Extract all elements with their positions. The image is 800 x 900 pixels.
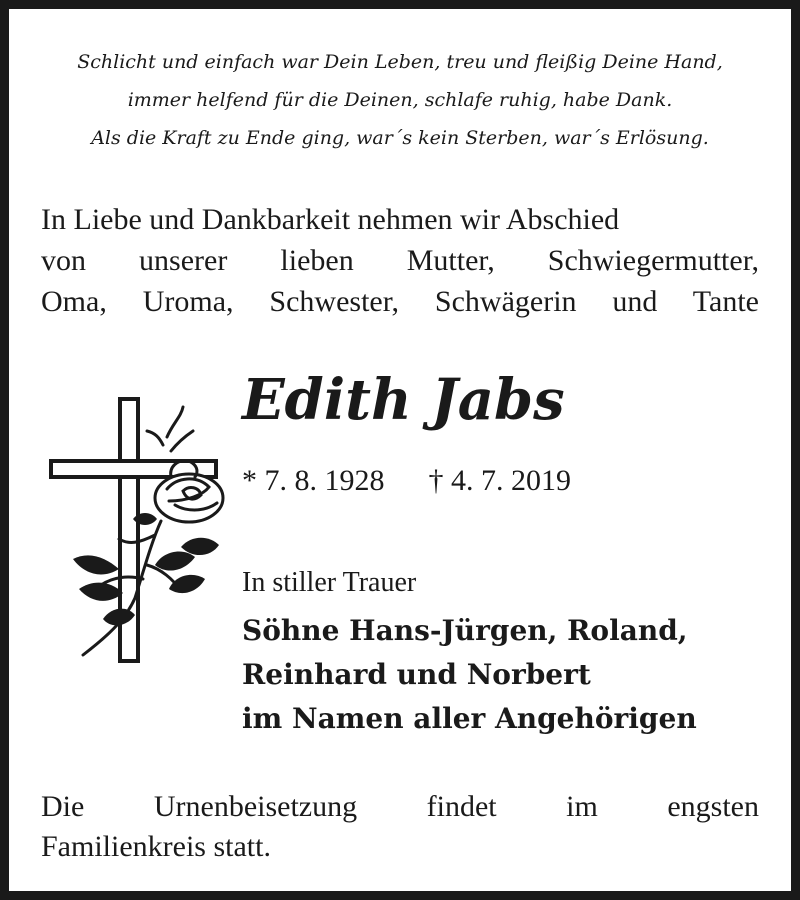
intro-text	[41, 199, 759, 322]
burial-notice	[41, 787, 759, 867]
deceased-name: Edith Jabs	[242, 367, 565, 433]
mourning-intro: In stiller Trauer	[242, 567, 417, 598]
life-dates	[242, 461, 571, 501]
death-date: † 4. 7. 2019	[428, 464, 571, 497]
intro-line: von unserer lieben Mutter, Schwiegermutter,	[41, 244, 759, 277]
mourners-list	[242, 609, 697, 741]
mourners-line: Söhne Hans-Jürgen, Roland,	[242, 614, 688, 647]
birth-date: * 7. 8. 1928	[242, 464, 385, 497]
intro-line: In Liebe und Dankbarkeit nehmen wir Abschied	[41, 203, 620, 236]
leaf-icons	[73, 513, 219, 625]
poem-verse	[29, 43, 771, 157]
poem-line: Schlicht und einfach war Dein Leben, treu und fleißig Deine Hand,	[77, 51, 723, 73]
mourners-line: im Namen aller Angehörigen	[242, 702, 697, 735]
cross-icon	[51, 399, 216, 661]
burial-line: Familienkreis statt.	[41, 830, 271, 863]
mourners-line: Reinhard und Norbert	[242, 658, 591, 691]
burial-line: Die Urnenbeisetzung findet im engsten	[41, 790, 759, 823]
cross-with-rose-icon	[43, 393, 228, 668]
poem-line: immer helfend für die Deinen, schlafe ruhig, habe Dank.	[127, 89, 673, 111]
intro-line: Oma, Uroma, Schwester, Schwägerin und Tante	[41, 285, 759, 318]
poem-line: Als die Kraft zu Ende ging, war´s kein Sterben, war´s Erlösung.	[91, 127, 709, 149]
